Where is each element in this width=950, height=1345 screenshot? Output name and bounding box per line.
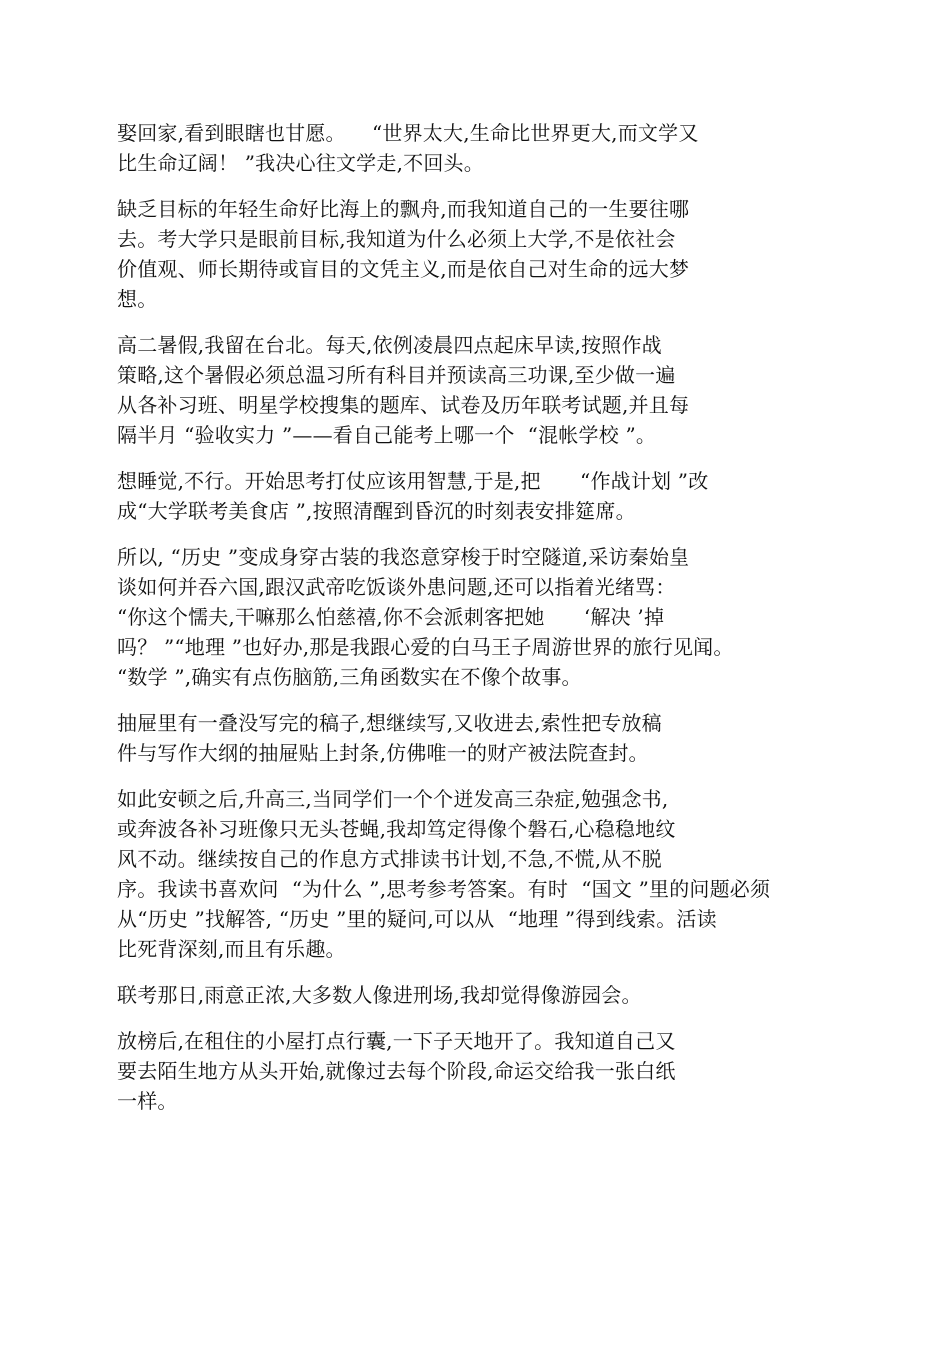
- text-line: 成“大学联考美食店 ”,按照清醒到昏沉的时刻表安排筵席。: [117, 499, 636, 523]
- text-line: 放榜后,在租住的小屋打点行囊,一下子天地开了。我知道自己又: [117, 1029, 676, 1053]
- text-line: 从“历史 ”找解答, “历史 ”里的疑问,可以从 “地理 ”得到线索。活读: [117, 907, 717, 931]
- text-line: 从各补习班、明星学校搜集的题库、试卷及历年联考试题,并且每: [117, 393, 690, 417]
- text-line: 所以, “历史 ”变成身穿古装的我恣意穿梭于时空隧道,采访秦始皇: [117, 545, 690, 569]
- text-line: 想睡觉,不行。开始思考打仗应该用智慧,于是,把 “作战计划 ”改: [117, 469, 709, 493]
- text-line: 想。: [117, 287, 158, 311]
- paragraph: [117, 784, 817, 964]
- paragraph: [117, 980, 817, 1010]
- text-line: 风不动。继续按自己的作息方式排读书计划,不急,不慌,从不脱: [117, 847, 662, 871]
- paragraph: [117, 330, 817, 450]
- text-line: 缺乏目标的年轻生命好比海上的飘舟,而我知道自己的一生要往哪: [117, 197, 690, 221]
- text-line: 去。考大学只是眼前目标,我知道为什么必须上大学,不是依社会: [117, 227, 676, 251]
- text-line: 抽屉里有一叠没写完的稿子,想继续写,又收进去,索性把专放稿: [117, 711, 662, 735]
- paragraph: [117, 542, 817, 692]
- text-line: 价值观、师长期待或盲目的文凭主义,而是依自己对生命的远大梦: [117, 257, 690, 281]
- text-line: 策略,这个暑假必须总温习所有科目并预读高三功课,至少做一遍: [117, 363, 676, 387]
- paragraph: [117, 194, 817, 314]
- paragraph: [117, 466, 817, 526]
- text-line: 谈如何并吞六国,跟汉武帝吃饭谈外患问题,还可以指着光绪骂：: [117, 575, 676, 599]
- text-line: 件与写作大纲的抽屉贴上封条,仿佛唯一的财产被法院查封。: [117, 741, 649, 765]
- paragraph: [117, 708, 817, 768]
- text-line: 比死背深刻,而且有乐趣。: [117, 937, 346, 961]
- text-line: 隔半月 “验收实力 ”——看自己能考上哪一个 “混帐学校 ”。: [117, 423, 657, 447]
- text-line: 序。我读书喜欢问 “为什么 ”,思考参考答案。有时 “国文 ”里的问题必须: [117, 877, 771, 901]
- text-line: 娶回家,看到眼瞎也甘愿。 “世界太大,生命比世界更大,而文学又: [117, 121, 699, 145]
- text-line: “你这个懦夫,干嘛那么怕慈禧,你不会派刺客把她 ‘解决 ’掉: [117, 605, 665, 629]
- text-line: 高二暑假,我留在台北。每天,依例凌晨四点起床早读,按照作战: [117, 333, 662, 357]
- document-body: [117, 118, 817, 1132]
- text-line: 要去陌生地方从头开始,就像过去每个阶段,命运交给我一张白纸: [117, 1059, 676, 1083]
- text-line: 吗？ ”“地理 ”也好办,那是我跟心爱的白马王子周游世界的旅行见闻。: [117, 635, 734, 659]
- paragraph: [117, 1026, 817, 1116]
- text-line: 或奔波各补习班像只无头苍蝇,我却笃定得像个磐石,心稳稳地纹: [117, 817, 676, 841]
- paragraph: [117, 118, 817, 178]
- text-line: 如此安顿之后,升高三,当同学们一个个迸发高三杂症,勉强念书,: [117, 787, 669, 811]
- text-line: 比生命辽阔！ ”我决心往文学走,不回头。: [117, 151, 484, 175]
- text-line: “数学 ”,确实有点伤脑筋,三角函数实在不像个故事。: [117, 665, 582, 689]
- text-line: 一样。: [117, 1089, 178, 1113]
- text-line: 联考那日,雨意正浓,大多数人像进刑场,我却觉得像游园会。: [117, 983, 642, 1007]
